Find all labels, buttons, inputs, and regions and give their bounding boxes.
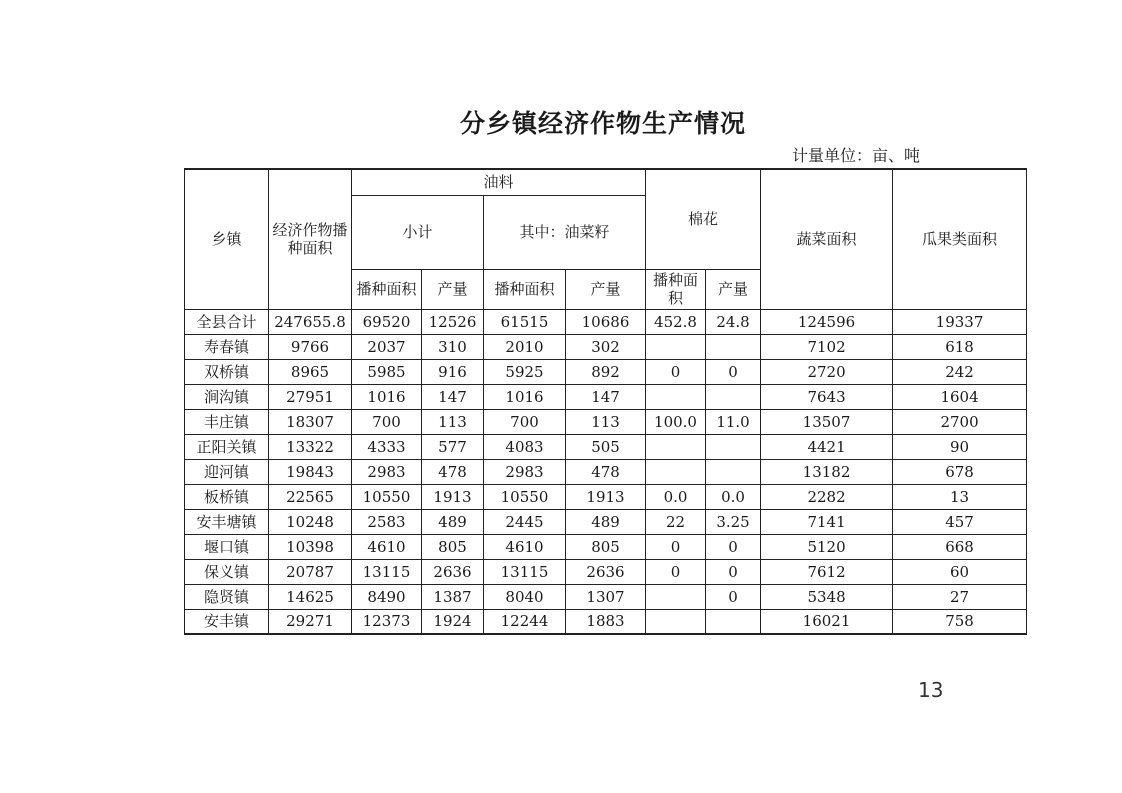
cell-cotton-output: 0.0 bbox=[706, 484, 761, 509]
cell-rape-output: 10686 bbox=[566, 309, 646, 334]
cell-oil-output: 1924 bbox=[422, 609, 484, 634]
cell-oil-output: 1913 bbox=[422, 484, 484, 509]
cell-rape-area: 13115 bbox=[484, 559, 566, 584]
cell-melon: 758 bbox=[893, 609, 1027, 634]
cell-oil-output: 12526 bbox=[422, 309, 484, 334]
cell-rape-output: 892 bbox=[566, 359, 646, 384]
page-title: 分乡镇经济作物生产情况 bbox=[459, 109, 746, 138]
table-row bbox=[185, 459, 1027, 484]
cell-rape-output: 1307 bbox=[566, 584, 646, 609]
cell-cotton-area: 452.8 bbox=[646, 309, 706, 334]
cell-oil-area: 69520 bbox=[352, 309, 422, 334]
table-row bbox=[185, 584, 1027, 609]
header-cotton-output: 产量 bbox=[706, 269, 761, 309]
cell-econ-area: 27951 bbox=[269, 384, 352, 409]
cell-rape-area: 700 bbox=[484, 409, 566, 434]
cell-econ-area: 247655.8 bbox=[269, 309, 352, 334]
cell-econ-area: 13322 bbox=[269, 434, 352, 459]
table-row bbox=[185, 309, 1027, 334]
table-row bbox=[185, 384, 1027, 409]
table-row bbox=[185, 509, 1027, 534]
cell-cotton-output bbox=[706, 434, 761, 459]
cell-econ-area: 20787 bbox=[269, 559, 352, 584]
cell-rape-output: 1883 bbox=[566, 609, 646, 634]
cell-oil-area: 1016 bbox=[352, 384, 422, 409]
cell-econ-area: 10398 bbox=[269, 534, 352, 559]
cell-cotton-area: 0 bbox=[646, 534, 706, 559]
cell-cotton-output: 0 bbox=[706, 559, 761, 584]
cell-cotton-output bbox=[706, 609, 761, 634]
cell-town: 板桥镇 bbox=[185, 484, 269, 509]
cell-oil-area: 13115 bbox=[352, 559, 422, 584]
cell-oil-area: 4333 bbox=[352, 434, 422, 459]
cell-cotton-area: 22 bbox=[646, 509, 706, 534]
header-oil-sown-area: 播种面积 bbox=[352, 269, 422, 309]
cell-econ-area: 29271 bbox=[269, 609, 352, 634]
header-econ-area: 经济作物播种面积 bbox=[269, 169, 352, 309]
cell-vegetable: 2720 bbox=[761, 359, 893, 384]
cell-oil-area: 12373 bbox=[352, 609, 422, 634]
cell-melon: 1604 bbox=[893, 384, 1027, 409]
cell-cotton-area bbox=[646, 459, 706, 484]
cell-melon: 27 bbox=[893, 584, 1027, 609]
table-row bbox=[185, 434, 1027, 459]
header-rape-output: 产量 bbox=[566, 269, 646, 309]
cell-econ-area: 18307 bbox=[269, 409, 352, 434]
unit-note: 计量单位：亩、吨 bbox=[792, 146, 921, 165]
cell-rape-area: 8040 bbox=[484, 584, 566, 609]
cell-town: 全县合计 bbox=[185, 309, 269, 334]
cell-oil-area: 2583 bbox=[352, 509, 422, 534]
table-row bbox=[185, 359, 1027, 384]
cell-oil-output: 1387 bbox=[422, 584, 484, 609]
cell-vegetable: 5348 bbox=[761, 584, 893, 609]
cell-cotton-output: 0 bbox=[706, 359, 761, 384]
cell-cotton-area bbox=[646, 584, 706, 609]
cell-oil-output: 577 bbox=[422, 434, 484, 459]
cell-cotton-output bbox=[706, 459, 761, 484]
cell-vegetable: 7643 bbox=[761, 384, 893, 409]
table-row bbox=[185, 484, 1027, 509]
header-vegetable: 蔬菜面积 bbox=[761, 169, 893, 309]
cell-cotton-output: 11.0 bbox=[706, 409, 761, 434]
cell-town: 堰口镇 bbox=[185, 534, 269, 559]
header-oil: 油料 bbox=[352, 169, 646, 195]
cell-oil-output: 113 bbox=[422, 409, 484, 434]
cell-rape-output: 1913 bbox=[566, 484, 646, 509]
cell-oil-area: 5985 bbox=[352, 359, 422, 384]
cell-cotton-area bbox=[646, 609, 706, 634]
cell-vegetable: 124596 bbox=[761, 309, 893, 334]
cell-vegetable: 2282 bbox=[761, 484, 893, 509]
cell-oil-area: 4610 bbox=[352, 534, 422, 559]
cell-rape-area: 1016 bbox=[484, 384, 566, 409]
cell-cotton-area: 100.0 bbox=[646, 409, 706, 434]
cell-rape-area: 10550 bbox=[484, 484, 566, 509]
cell-cotton-output: 0 bbox=[706, 584, 761, 609]
header-subtotal: 小计 bbox=[352, 195, 484, 269]
table-header bbox=[185, 169, 1027, 309]
cell-rape-area: 2445 bbox=[484, 509, 566, 534]
cell-cotton-output: 0 bbox=[706, 534, 761, 559]
cell-rape-output: 478 bbox=[566, 459, 646, 484]
cell-rape-output: 302 bbox=[566, 334, 646, 359]
cell-rape-output: 147 bbox=[566, 384, 646, 409]
cell-melon: 90 bbox=[893, 434, 1027, 459]
cell-cotton-area: 0.0 bbox=[646, 484, 706, 509]
cell-melon: 60 bbox=[893, 559, 1027, 584]
cell-econ-area: 19843 bbox=[269, 459, 352, 484]
header-rape-sown-area: 播种面积 bbox=[484, 269, 566, 309]
table-body bbox=[185, 309, 1027, 634]
cell-oil-area: 2037 bbox=[352, 334, 422, 359]
cell-oil-output: 805 bbox=[422, 534, 484, 559]
header-oil-output: 产量 bbox=[422, 269, 484, 309]
header-cotton: 棉花 bbox=[646, 169, 761, 269]
cell-econ-area: 8965 bbox=[269, 359, 352, 384]
cell-town: 迎河镇 bbox=[185, 459, 269, 484]
cell-town: 寿春镇 bbox=[185, 334, 269, 359]
cell-cotton-output bbox=[706, 334, 761, 359]
cell-melon: 2700 bbox=[893, 409, 1027, 434]
cell-oil-output: 310 bbox=[422, 334, 484, 359]
cell-melon: 242 bbox=[893, 359, 1027, 384]
table-row bbox=[185, 409, 1027, 434]
cell-oil-area: 10550 bbox=[352, 484, 422, 509]
cell-cotton-output: 24.8 bbox=[706, 309, 761, 334]
header-melon: 瓜果类面积 bbox=[893, 169, 1027, 309]
cell-rape-output: 505 bbox=[566, 434, 646, 459]
cell-rape-area: 4610 bbox=[484, 534, 566, 559]
cell-oil-area: 700 bbox=[352, 409, 422, 434]
table-row bbox=[185, 609, 1027, 634]
cell-town: 安丰镇 bbox=[185, 609, 269, 634]
cell-cotton-area: 0 bbox=[646, 359, 706, 384]
cell-econ-area: 10248 bbox=[269, 509, 352, 534]
cell-oil-output: 916 bbox=[422, 359, 484, 384]
cell-melon: 13 bbox=[893, 484, 1027, 509]
table-row bbox=[185, 334, 1027, 359]
cell-rape-output: 2636 bbox=[566, 559, 646, 584]
cell-rape-area: 2983 bbox=[484, 459, 566, 484]
cell-rape-area: 61515 bbox=[484, 309, 566, 334]
cell-oil-area: 8490 bbox=[352, 584, 422, 609]
cell-town: 保义镇 bbox=[185, 559, 269, 584]
header-cotton-sown-area: 播种面积 bbox=[646, 269, 706, 309]
cell-rape-output: 489 bbox=[566, 509, 646, 534]
cell-rape-area: 2010 bbox=[484, 334, 566, 359]
cell-econ-area: 22565 bbox=[269, 484, 352, 509]
table-row bbox=[185, 559, 1027, 584]
header-town: 乡镇 bbox=[185, 169, 269, 309]
cell-town: 涧沟镇 bbox=[185, 384, 269, 409]
cell-cotton-area: 0 bbox=[646, 559, 706, 584]
cell-vegetable: 7612 bbox=[761, 559, 893, 584]
cell-rape-area: 4083 bbox=[484, 434, 566, 459]
cell-melon: 618 bbox=[893, 334, 1027, 359]
header-rapeseed: 其中：油菜籽 bbox=[484, 195, 646, 269]
cell-melon: 19337 bbox=[893, 309, 1027, 334]
cell-oil-output: 2636 bbox=[422, 559, 484, 584]
cell-town: 双桥镇 bbox=[185, 359, 269, 384]
cell-town: 安丰塘镇 bbox=[185, 509, 269, 534]
cell-melon: 678 bbox=[893, 459, 1027, 484]
cell-oil-output: 489 bbox=[422, 509, 484, 534]
cell-vegetable: 13182 bbox=[761, 459, 893, 484]
cell-melon: 457 bbox=[893, 509, 1027, 534]
cell-vegetable: 7102 bbox=[761, 334, 893, 359]
cell-melon: 668 bbox=[893, 534, 1027, 559]
cell-vegetable: 7141 bbox=[761, 509, 893, 534]
cell-vegetable: 16021 bbox=[761, 609, 893, 634]
page-number: 13 bbox=[918, 678, 944, 702]
cell-cotton-area bbox=[646, 334, 706, 359]
cell-rape-area: 12244 bbox=[484, 609, 566, 634]
cell-vegetable: 13507 bbox=[761, 409, 893, 434]
cell-cotton-output bbox=[706, 384, 761, 409]
cell-town: 丰庄镇 bbox=[185, 409, 269, 434]
cell-oil-output: 147 bbox=[422, 384, 484, 409]
cell-town: 正阳关镇 bbox=[185, 434, 269, 459]
cell-econ-area: 14625 bbox=[269, 584, 352, 609]
cell-oil-area: 2983 bbox=[352, 459, 422, 484]
cell-rape-output: 805 bbox=[566, 534, 646, 559]
cell-town: 隐贤镇 bbox=[185, 584, 269, 609]
crop-production-table bbox=[184, 168, 1027, 635]
cell-econ-area: 9766 bbox=[269, 334, 352, 359]
cell-cotton-area bbox=[646, 434, 706, 459]
cell-oil-output: 478 bbox=[422, 459, 484, 484]
cell-rape-output: 113 bbox=[566, 409, 646, 434]
cell-vegetable: 4421 bbox=[761, 434, 893, 459]
cell-cotton-output: 3.25 bbox=[706, 509, 761, 534]
cell-cotton-area bbox=[646, 384, 706, 409]
cell-rape-area: 5925 bbox=[484, 359, 566, 384]
cell-vegetable: 5120 bbox=[761, 534, 893, 559]
table-row bbox=[185, 534, 1027, 559]
